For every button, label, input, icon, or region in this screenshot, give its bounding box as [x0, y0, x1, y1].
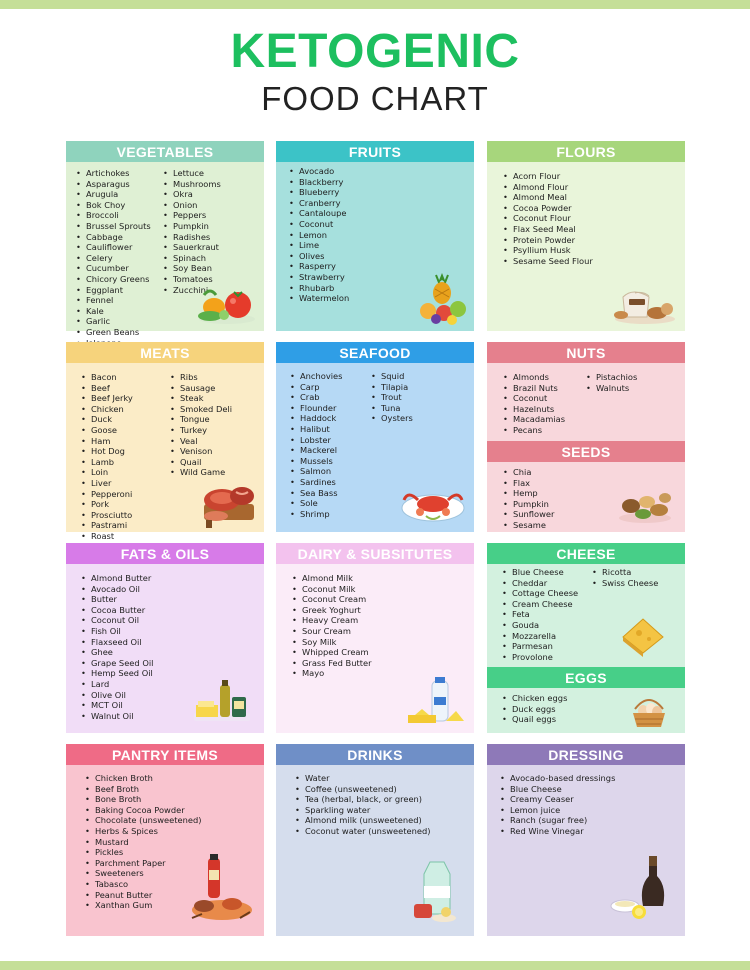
list-item: • Flax Seed Meal — [503, 224, 593, 235]
list-item: • Creamy Ceaser — [500, 794, 615, 805]
list-item: • Steak — [170, 393, 232, 404]
list-col-1 — [295, 773, 431, 837]
list-item: • Oysters — [371, 413, 413, 424]
list-item: • Pumpkin — [163, 221, 221, 232]
list-col-2 — [170, 372, 232, 478]
list-item: • Psyllium Husk — [503, 245, 593, 256]
list-item: • Halibut — [290, 424, 342, 435]
top-stripe — [0, 0, 750, 9]
card-flours — [487, 141, 685, 331]
list-item: • Zucchini — [163, 285, 221, 296]
card-seafood — [276, 342, 474, 532]
list-item: • Parmesan — [502, 641, 578, 652]
list-item: • Coconut Flour — [503, 213, 593, 224]
milk-icon — [406, 677, 466, 727]
list-item: • Cantaloupe — [289, 208, 349, 219]
list-col-1 — [85, 773, 201, 911]
list-item: • Carp — [290, 382, 342, 393]
list-item: • Pecans — [503, 425, 565, 436]
list-item: • Cream Cheese — [502, 599, 578, 610]
list-item: • Protein Powder — [503, 235, 593, 246]
list-col-2 — [592, 567, 658, 588]
list-item: • Onion — [163, 200, 221, 211]
list-item: • Chicken Broth — [85, 773, 201, 784]
list-item: • Roast — [81, 531, 133, 542]
bottom-stripe — [0, 961, 750, 970]
list-item: • Prosciutto — [81, 510, 133, 521]
list-item: • Peanut Butter — [85, 890, 201, 901]
list-item: • Gouda — [502, 620, 578, 631]
card-header-eggs: EGGS — [487, 667, 685, 688]
list-item: • Mushrooms — [163, 179, 221, 190]
list-item: • Butter — [81, 594, 153, 605]
list-item: • Sardines — [290, 477, 342, 488]
list-item: • Walnut Oil — [81, 711, 153, 722]
list-item: • Pepperoni — [81, 489, 133, 500]
oils-icon — [186, 679, 254, 727]
list-item: • Almonds — [503, 372, 565, 383]
list-item: • Cauliflower — [76, 242, 151, 253]
list-item: • Sauerkraut — [163, 242, 221, 253]
list-item: • Asparagus — [76, 179, 151, 190]
card-nuts-seeds — [487, 342, 685, 532]
list-item: • Cottage Cheese — [502, 588, 578, 599]
list-item: • Soy Bean — [163, 263, 221, 274]
list-item: • Mussels — [290, 456, 342, 467]
list-item: • Cocoa Powder — [503, 203, 593, 214]
list-item: • Quail — [170, 457, 232, 468]
list-item: • Spinach — [163, 253, 221, 264]
list-item: • Ricotta — [592, 567, 658, 578]
card-header: DRINKS — [276, 744, 474, 765]
list-item: • Xanthan Gum — [85, 900, 201, 911]
list-item: • Coconut — [503, 393, 565, 404]
list-col-1 — [292, 573, 372, 679]
egg-basket-icon — [629, 693, 669, 729]
list-item: • Tabasco — [85, 879, 201, 890]
list-item: • Almond Flour — [503, 182, 593, 193]
list-item: • Sesame Seed Flour — [503, 256, 593, 267]
list-item: • Coffee (unsweetened) — [295, 784, 431, 795]
list-item: • Fennel — [76, 295, 151, 306]
list-item: • Smoked Deli — [170, 404, 232, 415]
list-item: • Cucumber — [76, 263, 151, 274]
list-item: • Pickles — [85, 847, 201, 858]
list-col-1 — [503, 467, 554, 531]
list-item: • Olive Oil — [81, 690, 153, 701]
list-item: • Almond Meal — [503, 192, 593, 203]
cheese-icon — [619, 613, 667, 657]
list-item: • Liver — [81, 478, 133, 489]
list-item: • Lard — [81, 679, 153, 690]
list-item: • Squid — [371, 371, 413, 382]
list-col-2 — [586, 372, 637, 393]
list-item: • Flounder — [290, 403, 342, 414]
list-item: • Quail eggs — [502, 714, 567, 725]
card-header: FATS & OILS — [66, 543, 264, 564]
list-item: • Whipped Cream — [292, 647, 372, 658]
list-item: • Mackerel — [290, 445, 342, 456]
list-col-1 — [502, 693, 567, 725]
list-item: • Coconut Oil — [81, 615, 153, 626]
list-item: • Mayo — [292, 668, 372, 679]
list-item: • Pumpkin — [503, 499, 554, 510]
list-item: • Blueberry — [289, 187, 349, 198]
seafood-icon — [400, 482, 466, 524]
card-header: PANTRY ITEMS — [66, 744, 264, 765]
flour-icon — [611, 283, 677, 325]
card-dressing — [487, 744, 685, 936]
list-item: • Cocoa Butter — [81, 605, 153, 616]
spices-icon — [188, 854, 254, 924]
list-item: • Parchment Paper — [85, 858, 201, 869]
page-title: KETOGENIC — [230, 25, 520, 78]
list-item: • Lime — [289, 240, 349, 251]
list-item: • Cabbage — [76, 232, 151, 243]
list-item: • Hazelnuts — [503, 404, 565, 415]
list-item: • Avocado Oil — [81, 584, 153, 595]
list-item: • Turkey — [170, 425, 232, 436]
list-item: • Salmon — [290, 466, 342, 477]
list-item: • Beef Broth — [85, 784, 201, 795]
list-item: • Celery — [76, 253, 151, 264]
list-item: • Bok Choy — [76, 200, 151, 211]
list-col-1 — [290, 371, 342, 519]
list-item: • Bone Broth — [85, 794, 201, 805]
list-item: • Walnuts — [586, 383, 637, 394]
card-header-seeds: SEEDS — [487, 441, 685, 462]
list-item: • Eggplant — [76, 285, 151, 296]
list-item: • Flaxseed Oil — [81, 637, 153, 648]
list-item: • Crab — [290, 392, 342, 403]
list-item: • Anchovies — [290, 371, 342, 382]
list-item: • Grape Seed Oil — [81, 658, 153, 669]
card-drinks — [276, 744, 474, 936]
card-header-cheese: CHEESE — [487, 543, 685, 564]
list-item: • Mustard — [85, 837, 201, 848]
list-item: • Tuna — [371, 403, 413, 414]
list-item: • Sour Cream — [292, 626, 372, 637]
card-header: FLOURS — [487, 141, 685, 162]
list-item: • Mozzarella — [502, 631, 578, 642]
list-item: • Lemon — [289, 230, 349, 241]
list-item: • Swiss Cheese — [592, 578, 658, 589]
list-item: • Baking Cocoa Powder — [85, 805, 201, 816]
card-header-nuts: NUTS — [487, 342, 685, 363]
list-item: • Almond Milk — [292, 573, 372, 584]
card-cheese-eggs — [487, 543, 685, 733]
card-header: DAIRY & SUBSITUTES — [276, 543, 474, 564]
list-item: • Herbs & Spices — [85, 826, 201, 837]
list-item: • Heavy Cream — [292, 615, 372, 626]
list-item: • Goose — [81, 425, 133, 436]
card-header: MEATS — [66, 342, 264, 363]
list-item: • Lamb — [81, 457, 133, 468]
card-pantry — [66, 744, 264, 936]
list-item: • Artichokes — [76, 168, 151, 179]
card-header: VEGETABLES — [66, 141, 264, 162]
list-item: • Hemp — [503, 488, 554, 499]
list-item: • Coconut — [289, 219, 349, 230]
list-item: • Lobster — [290, 435, 342, 446]
list-item: • Arugula — [76, 189, 151, 200]
list-item: • Cranberry — [289, 198, 349, 209]
card-dairy — [276, 543, 474, 733]
list-item: • Feta — [502, 609, 578, 620]
list-col-1 — [500, 773, 615, 837]
list-col-1 — [503, 372, 565, 436]
list-item: • Ghee — [81, 647, 153, 658]
list-item: • Tea (herbal, black, or green) — [295, 794, 431, 805]
list-item: • Ribs — [170, 372, 232, 383]
list-item: • Tongue — [170, 414, 232, 425]
card-vegetables — [66, 141, 264, 337]
drink-carton-icon — [414, 860, 460, 924]
list-item: • Macadamias — [503, 414, 565, 425]
list-item: • Brussel Sprouts — [76, 221, 151, 232]
list-item: • Brazil Nuts — [503, 383, 565, 394]
list-item: • Pork — [81, 499, 133, 510]
list-item: • Peppers — [163, 210, 221, 221]
list-col-2 — [371, 371, 413, 424]
list-col-1 — [502, 567, 578, 662]
list-item: • Coconut Cream — [292, 594, 372, 605]
list-item: • Haddock — [290, 413, 342, 424]
list-item: • Kale — [76, 306, 151, 317]
list-item: • Pastrami — [81, 520, 133, 531]
list-col-1 — [503, 171, 593, 266]
list-item: • Chocolate (unsweetened) — [85, 815, 201, 826]
list-item: • Ranch (sugar free) — [500, 815, 615, 826]
vegetables-icon — [196, 283, 258, 325]
list-item: • Avocado-based dressings — [500, 773, 615, 784]
list-item: • Green Beans — [76, 327, 151, 338]
card-header: FRUITS — [276, 141, 474, 162]
list-item: • Greek Yoghurt — [292, 605, 372, 616]
list-item: • Trout — [371, 392, 413, 403]
list-item: • Radishes — [163, 232, 221, 243]
list-item: • Duck — [81, 414, 133, 425]
list-item: • Almond milk (unsweetened) — [295, 815, 431, 826]
list-col-1 — [81, 573, 153, 721]
list-item: • Okra — [163, 189, 221, 200]
list-item: • Sole — [290, 498, 342, 509]
list-item: • Bacon — [81, 372, 133, 383]
list-item: • Loin — [81, 467, 133, 478]
list-item: • Chicken — [81, 404, 133, 415]
page-subtitle: FOOD CHART — [261, 80, 489, 117]
list-item: • Broccoli — [76, 210, 151, 221]
list-item: • MCT Oil — [81, 700, 153, 711]
card-fruits — [276, 141, 474, 331]
list-item: • Rasperry — [289, 261, 349, 272]
list-item: • Chia — [503, 467, 554, 478]
list-item: • Ham — [81, 436, 133, 447]
list-item: • Flax — [503, 478, 554, 489]
list-item: • Sesame — [503, 520, 554, 531]
list-col-1 — [81, 372, 133, 542]
list-item: • Sunflower — [503, 509, 554, 520]
list-item: • Veal — [170, 436, 232, 447]
list-item: • Almond Butter — [81, 573, 153, 584]
list-item: • Duck eggs — [502, 704, 567, 715]
fruits-icon — [414, 269, 470, 325]
list-item: • Strawberry — [289, 272, 349, 283]
list-item: • Sea Bass — [290, 488, 342, 499]
list-item: • Tomatoes — [163, 274, 221, 285]
list-item: • Chicken eggs — [502, 693, 567, 704]
list-col-1 — [289, 166, 349, 304]
list-item: • Coconut water (unsweetened) — [295, 826, 431, 837]
list-item: • Hemp Seed Oil — [81, 668, 153, 679]
list-item: • Beef Jerky — [81, 393, 133, 404]
list-item: • Blue Cheese — [502, 567, 578, 578]
list-item: • Sparkling water — [295, 805, 431, 816]
list-item: • Water — [295, 773, 431, 784]
list-item: • Blue Cheese — [500, 784, 615, 795]
list-item: • Tilapia — [371, 382, 413, 393]
card-meats — [66, 342, 264, 541]
card-fats-oils — [66, 543, 264, 733]
list-item: • Provolone — [502, 652, 578, 663]
list-item: • Garlic — [76, 316, 151, 327]
list-item: • Coconut Milk — [292, 584, 372, 595]
list-item: • Shrimp — [290, 509, 342, 520]
list-item: • Sweeteners — [85, 868, 201, 879]
list-item: • Lettuce — [163, 168, 221, 179]
list-item: • Fish Oil — [81, 626, 153, 637]
list-item: • Hot Dog — [81, 446, 133, 457]
list-item: • Avocado — [289, 166, 349, 177]
card-header: SEAFOOD — [276, 342, 474, 363]
list-item: • Blackberry — [289, 177, 349, 188]
list-item: • Watermelon — [289, 293, 349, 304]
list-item: • Olives — [289, 251, 349, 262]
card-header: DRESSING — [487, 744, 685, 765]
nuts-seeds-icon — [617, 488, 673, 524]
list-col-1 — [76, 168, 151, 348]
list-item: • Soy Milk — [292, 637, 372, 648]
list-col-2 — [163, 168, 221, 295]
list-item: • Venison — [170, 446, 232, 457]
dressing-icon — [609, 856, 675, 920]
list-item: • Beef — [81, 383, 133, 394]
list-item: • Lemon juice — [500, 805, 615, 816]
list-item: • Acorn Flour — [503, 171, 593, 182]
list-item: • Pistachios — [586, 372, 637, 383]
list-item: • Cheddar — [502, 578, 578, 589]
list-item: • Wild Game — [170, 467, 232, 478]
list-item: • Red Wine Vinegar — [500, 826, 615, 837]
meat-icon — [196, 474, 260, 530]
list-item: • Sausage — [170, 383, 232, 394]
list-item: • Grass Fed Butter — [292, 658, 372, 669]
list-item: • Rhubarb — [289, 283, 349, 294]
list-item: • Chicory Greens — [76, 274, 151, 285]
